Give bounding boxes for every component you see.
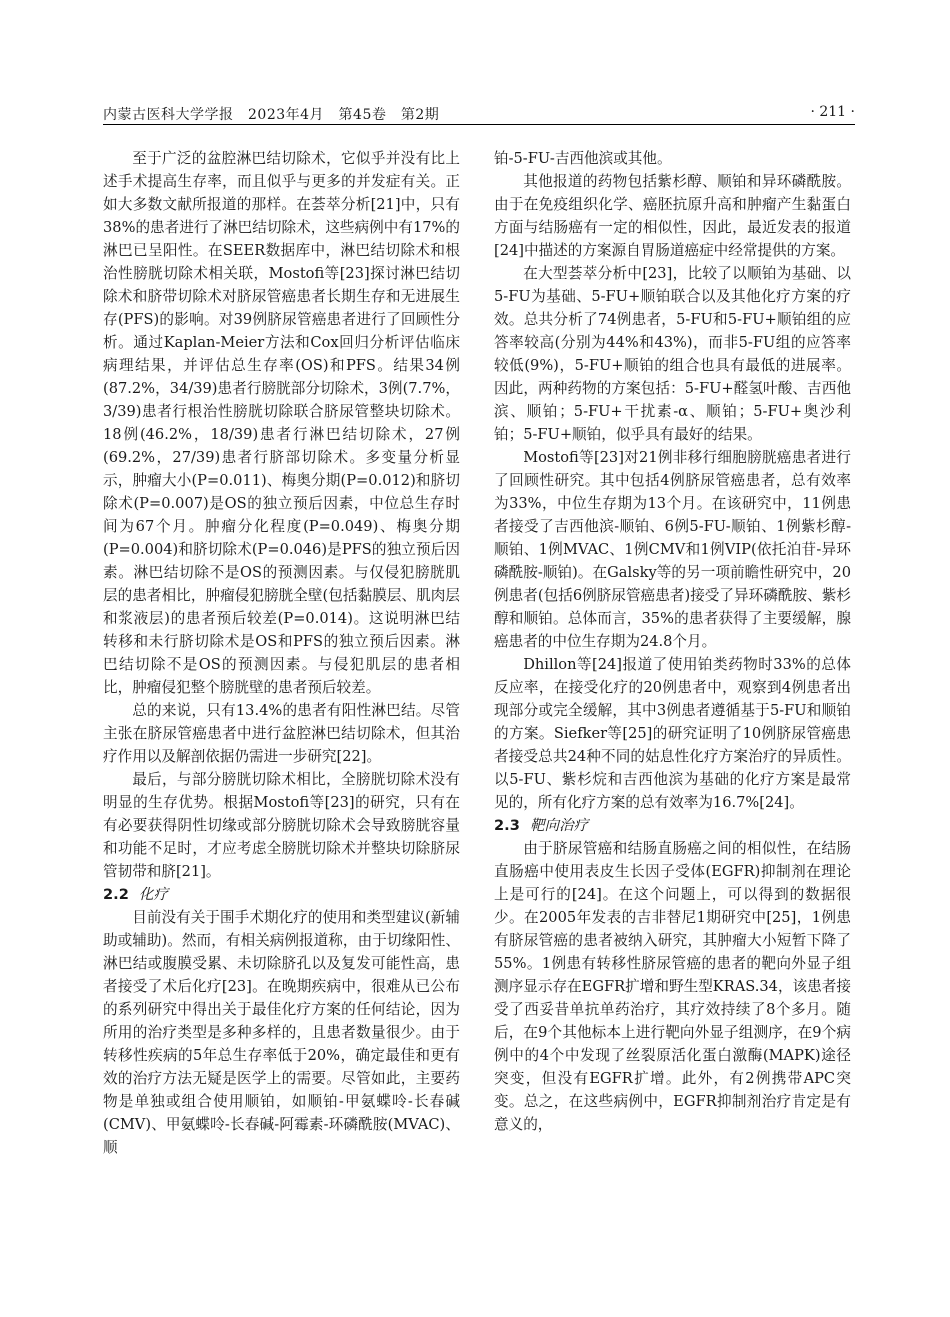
paragraph-continuation: 铂-5-FU-吉西他滨或其他。 <box>494 150 672 167</box>
section-number: 2.3 <box>494 817 520 834</box>
section-heading-2-2 <box>103 883 460 906</box>
paragraph: Dhillon等[24]报道了使用铂类药物时33%的总体反应率，在接受化疗的20例患者中，观察到4例患者出现部分或完全缓解，其中3例患者遵循基于5-FU和顺铂的方案。Siefker等[25]的研究证明了10例脐尿管癌患者接受总共24种不同的姑息性化疗方案治疗的异质性。以5-FU、紫杉烷和吉西他滨为基础的化疗方案是最常见的，所有化疗方案的总有效率为16.7%[24]。 <box>494 656 851 811</box>
running-header <box>103 100 855 124</box>
section-heading-2-3 <box>494 814 851 837</box>
journal-info: 内蒙古医科大学学报 2023年4月 第45卷 第2期 <box>103 107 440 123</box>
paragraph: 目前没有关于围手术期化疗的使用和类型建议(新辅助或辅助)。然而，有相关病例报道称，由于切缘阳性、淋巴结或腹膜受累、未切除脐孔以及复发可能性高，患者接受了术后化疗[23]。在晚期疾病中，很难从已公布的系列研究中得出关于最佳化疗方案的任何结论，因为所用的治疗类型是多种多样的，且患者数量很少。由于转移性疾病的5年总生存率低于20%，确定最佳和更有效的治疗方法无疑是医学上的需要。尽管如此，主要药物是单独或组合使用顺铂，如顺铂-甲氨蝶呤-长春碱(CMV)、甲氨蝶呤-长春碱-阿霉素-环磷酰胺(MVAC)、顺 <box>103 909 460 1156</box>
left-column <box>103 147 460 1257</box>
section-number: 2.2 <box>103 886 129 903</box>
section-title: 化疗 <box>138 886 169 903</box>
section-title: 靶向治疗 <box>529 817 589 834</box>
paragraph: Mostofi等[23]对21例非移行细胞膀胱癌患者进行了回顾性研究。其中包括4例脐尿管癌患者，总有效率为33%，中位生存期为13个月。在该研究中，11例患者接受了吉西他滨-顺铂、6例5-FU-顺铂、1例紫杉醇-顺铂、1例MVAC、1例CMV和1例VIP(依托泊苷-异环磷酰胺-顺铂)。在Galsky等的另一项前瞻性研究中，20例患者(包括6例脐尿管癌患者)接受了异环磷酰胺、紫杉醇和顺铂。总体而言，35%的患者获得了主要缓解，腺癌患者的中位生存期为24.8个月。 <box>494 449 851 650</box>
paragraph: 最后，与部分膀胱切除术相比，全膀胱切除术没有明显的生存优势。根据Mostofi等[23]的研究，只有在有必要获得阴性切缘或部分膀胱切除术会导致膀胱容量和功能不足时，才应考虑全膀胱切除术并整块切除脐尿管韧带和脐[21]。 <box>103 771 460 880</box>
paragraph: 总的来说，只有13.4%的患者有阳性淋巴结。尽管主张在脐尿管癌患者中进行盆腔淋巴结切除术，但其治疗作用以及解剖依据仍需进一步研究[22]。 <box>103 702 460 765</box>
paragraph: 至于广泛的盆腔淋巴结切除术，它似乎并没有比上述手术提高生存率，而且似乎与更多的并发症有关。正如大多数文献所报道的那样。在荟萃分析[21]中，只有38%的患者进行了淋巴结切除术，这些病例中有17%的淋巴已呈阳性。在SEER数据库中，淋巴结切除术和根治性膀胱切除术相关联，Mostofi等[23]探讨淋巴结切除术和脐带切除术对脐尿管癌患者长期生存和无进展生存(PFS)的影响。对39例脐尿管癌患者进行了回顾性分析。通过Kaplan-Meier方法和Cox回归分析评估临床病理结果，并评估总生存率(OS)和PFS。结果34例(87.2%，34/39)患者行膀胱部分切除术，3例(7.7%，3/39)患者行根治性膀胱切除联合脐尿管整块切除术。18例(46.2%，18/39)患者行淋巴结切除术，27例(69.2%，27/39)患者行脐部切除术。多变量分析显示，肿瘤大小(P=0.011)、梅奥分期(P=0.012)和脐切除术(P=0.007)是OS的独立预后因素，中位总生存时间为67个月。肿瘤分化程度(P=0.049)、梅奥分期(P=0.004)和脐切除术(P=0.046)是PFS的独立预后因素。淋巴结切除不是OS的预测因素。与仅侵犯膀胱肌层的患者相比，肿瘤侵犯膀胱全壁(包括黏膜层、肌肉层和浆液层)的患者预后较差(P=0.014)。这说明淋巴结转移和未行脐切除术是OS和PFS的独立预后因素。淋巴结切除不是OS的预测因素。与侵犯肌层的患者相比，肿瘤侵犯整个膀胱壁的患者预后较差。 <box>103 150 460 696</box>
paragraph: 其他报道的药物包括紫杉醇、顺铂和异环磷酰胺。由于在免疫组织化学、癌胚抗原升高和肿瘤产生黏蛋白方面与结肠癌有一定的相似性，因此，最近发表的报道[24]中描述的方案源自胃肠道癌症中经常提供的方案。 <box>494 173 851 259</box>
paragraph: 由于脐尿管癌和结肠直肠癌之间的相似性，在结肠直肠癌中使用表皮生长因子受体(EGFR)抑制剂在理论上是可行的[24]。在这个问题上，可以得到的数据很少。在2005年发表的吉非替尼1期研究中[25]，1例患有脐尿管癌的患者被纳入研究，其肿瘤大小短暂下降了55%。1例患有转移性脐尿管癌的患者的靶向外显子组测序显示存在EGFR扩增和野生型KRAS.34，该患者接受了西妥昔单抗单药治疗，其疗效持续了8个多月。随后，在9个其他标本上进行靶向外显子组测序，在9个病例中的4个中发现了丝裂原活化蛋白激酶(MAPK)途径突变，但没有EGFR扩增。此外，有2例携带APC突变。总之，在这些病例中，EGFR抑制剂治疗肯定是有意义的， <box>494 840 851 1133</box>
right-column <box>494 147 851 1257</box>
header-rule <box>103 124 855 125</box>
paragraph: 在大型荟萃分析中[23]，比较了以顺铂为基础、以5-FU为基础、5-FU+顺铂联合以及其他化疗方案的疗效。总共分析了74例患者，5-FU和5-FU+顺铂组的应答率较高(分别为44%和43%)，而非5-FU组的应答率较低(9%)，5-FU+顺铂的组合也具有最低的进展率。因此，两种药物的方案包括：5-FU+醛氢叶酸、吉西他滨、顺铂；5-FU+干扰素-α、顺铂；5-FU+奥沙利铂；5-FU+顺铂，似乎具有最好的结果。 <box>494 265 851 443</box>
page-number: · 211 · <box>810 104 855 120</box>
